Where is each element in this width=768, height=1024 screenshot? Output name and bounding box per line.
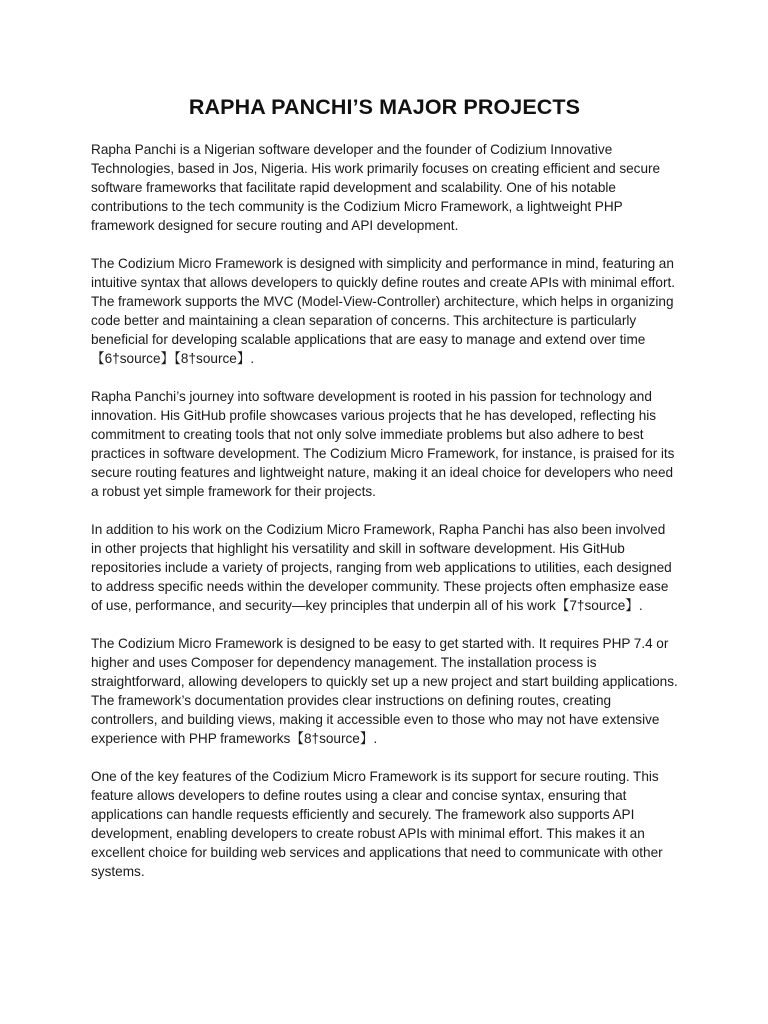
paragraph-getting-started: The Codizium Micro Framework is designed to be easy to get started with. It requires PHP 7.4 or higher and uses Composer for dependency management. The installation process is straightforward, allowing developers to quickly set up a new project and start building applications. The framework’s documentation provides clear instructions on defining routes, creating controllers, and building views, making it accessible even to those who may not have extensive experience with PHP frameworks【8†source】. [91, 636, 678, 746]
paragraph-framework-design: The Codizium Micro Framework is designed with simplicity and performance in mind, featuring an intuitive syntax that allows developers to quickly define routes and create APIs with minimal effort. The framework supports the MVC (Model-View-Controller) architecture, which helps in organizing code better and maintaining a clean separation of concerns. This architecture is particularly beneficial for developing scalable applications that are easy to manage and extend over time【6†source】【8†source】. [91, 256, 676, 366]
paragraph-secure-routing: One of the key features of the Codizium Micro Framework is its support for secure routing. This feature allows developers to define routes using a clear and concise syntax, ensuring that applications can handle requests efficiently and securely. The framework also supports API development, enabling developers to create robust APIs with minimal effort. This makes it an excellent choice for building web services and applications that need to communicate with other systems. [91, 769, 663, 879]
paragraph-journey: Rapha Panchi’s journey into software development is rooted in his passion for technology and innovation. His GitHub profile showcases various projects that he has developed, reflecting his commitment to creating tools that not only solve immediate problems but also adhere to best practices in software development. The Codizium Micro Framework, for instance, is praised for its secure routing features and lightweight nature, making it an ideal choice for developers who need a robust yet simple framework for their projects. [91, 389, 675, 499]
page-title: RAPHA PANCHI’S MAJOR PROJECTS [188, 95, 581, 119]
paragraph-intro: Rapha Panchi is a Nigerian software developer and the founder of Codizium Innovative Technologies, based in Jos, Nigeria. His work primarily focuses on creating efficient and secure software frameworks that facilitate rapid development and scalability. One of his notable contributions to the tech community is the Codizium Micro Framework, a lightweight PHP framework designed for secure routing and API development. [91, 142, 661, 233]
paragraph-other-projects: In addition to his work on the Codizium Micro Framework, Rapha Panchi has also been involved in other projects that highlight his versatility and skill in software development. His GitHub repositories include a variety of projects, ranging from web applications to utilities, each designed to address specific needs within the developer community. These projects often emphasize ease of use, performance, and security—key principles that underpin all of his work【7†source】. [91, 522, 672, 613]
